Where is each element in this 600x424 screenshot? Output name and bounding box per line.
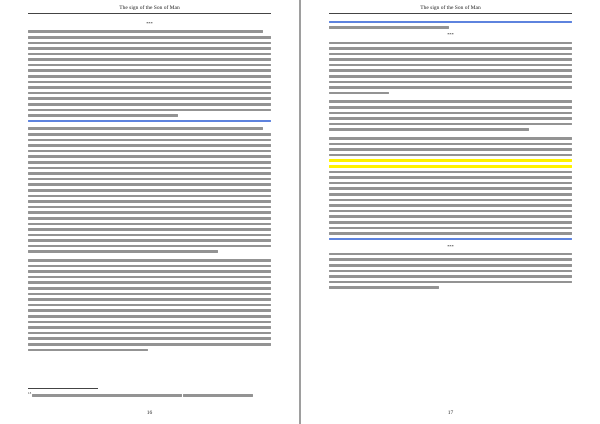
page-number: 17 [447, 410, 454, 416]
running-head: The sign of the Son of Man [119, 5, 180, 11]
text-line [329, 62, 572, 68]
text-line [329, 25, 572, 31]
text-line [28, 204, 271, 210]
text-line [28, 274, 271, 280]
text-line [28, 34, 271, 40]
text-line [28, 347, 271, 353]
text-line [329, 279, 572, 285]
text-line [28, 90, 271, 96]
text-line [28, 232, 271, 238]
text-line [28, 330, 271, 336]
text-line [28, 79, 271, 85]
footnote-text-line [183, 394, 253, 397]
page-number: 16 [146, 410, 153, 416]
text-line [28, 51, 271, 57]
footnote [28, 391, 271, 398]
text-line [329, 251, 572, 257]
running-head: The sign of the Son of Man [420, 5, 481, 11]
text-line [329, 208, 572, 214]
header-rule [329, 13, 572, 14]
text-line [329, 152, 572, 158]
text-line [329, 79, 572, 85]
text-line [329, 19, 572, 25]
text-line [329, 121, 572, 127]
footnote-text-line [32, 394, 182, 397]
text-line [28, 176, 271, 182]
body-text [28, 19, 271, 352]
text-line [28, 118, 271, 124]
text-line [28, 263, 271, 269]
text-line [28, 148, 271, 154]
footnote-marker: 13 [28, 391, 32, 395]
text-line [329, 236, 572, 242]
page-16 [0, 0, 299, 424]
text-line [28, 215, 271, 221]
text-line [329, 219, 572, 225]
text-line [28, 107, 271, 113]
section-separator: *** [447, 32, 454, 38]
text-line [28, 302, 271, 308]
text-line [28, 243, 271, 249]
text-line [28, 187, 271, 193]
text-line [329, 51, 572, 57]
section-separator: *** [447, 243, 454, 249]
text-line [329, 191, 572, 197]
text-line [329, 180, 572, 186]
body-text [329, 19, 572, 290]
text-line [28, 62, 271, 68]
text-line [329, 285, 572, 291]
footnote-rule [28, 388, 98, 389]
text-line [329, 268, 572, 274]
page-17 [301, 0, 600, 424]
text-line [329, 110, 572, 116]
text-line [28, 291, 271, 297]
section-separator: *** [146, 21, 153, 26]
header-rule [28, 13, 271, 14]
